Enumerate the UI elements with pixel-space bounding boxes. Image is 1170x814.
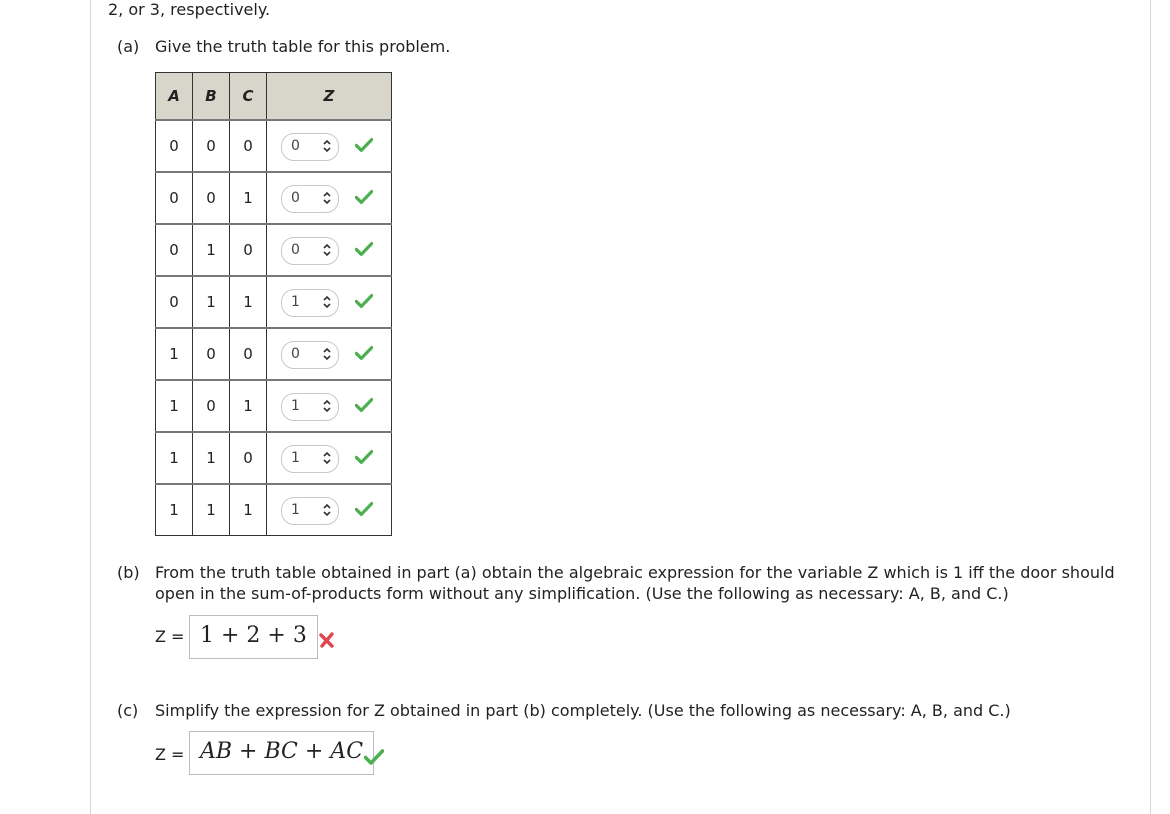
cell-c: 1 [230, 276, 267, 328]
truth-table-header [156, 73, 392, 121]
z-value-select[interactable] [281, 393, 339, 421]
cell-a: 1 [156, 328, 193, 380]
correct-check-icon [355, 397, 373, 413]
cell-a: 0 [156, 224, 193, 276]
truth-table-row [156, 328, 392, 380]
select-arrows-icon [322, 295, 332, 312]
cell-z [267, 484, 392, 536]
truth-table-row [156, 120, 392, 172]
select-arrows-icon [322, 399, 332, 416]
part-c-label: (c) [117, 701, 139, 720]
truth-table-row [156, 432, 392, 484]
z-value: 1 [291, 450, 300, 466]
cell-b: 0 [193, 328, 230, 380]
cell-a: 0 [156, 276, 193, 328]
cell-z [267, 276, 392, 328]
select-arrows-icon [322, 191, 332, 208]
cell-b: 0 [193, 120, 230, 172]
z-value-select[interactable] [281, 185, 339, 213]
incorrect-x-icon [319, 632, 335, 648]
part-c-equation-label: Z = [155, 745, 185, 764]
correct-check-icon [355, 345, 373, 361]
correct-check-icon [355, 449, 373, 465]
truth-table-row [156, 380, 392, 432]
part-b-text-line2: open in the sum-of-products form without any simplification. (Use the following as necessary: A, B, and C.) [155, 584, 1009, 603]
cell-z [267, 328, 392, 380]
correct-check-icon [355, 137, 373, 153]
cell-z [267, 224, 392, 276]
part-c-text: Simplify the expression for Z obtained in part (b) completely. (Use the following as necessary: A, B, and C.) [155, 701, 1011, 720]
part-a-text: Give the truth table for this problem. [155, 37, 451, 56]
cell-b: 0 [193, 172, 230, 224]
cell-b: 1 [193, 276, 230, 328]
cell-z [267, 120, 392, 172]
part-a-label: (a) [117, 37, 140, 56]
z-value-select[interactable] [281, 133, 339, 161]
z-value: 0 [291, 138, 300, 154]
z-value-select[interactable] [281, 497, 339, 525]
truth-table-row [156, 224, 392, 276]
content-border-right [1150, 0, 1151, 814]
cell-a: 0 [156, 172, 193, 224]
content-border-left [90, 0, 91, 814]
cell-c: 0 [230, 432, 267, 484]
part-c-answer-input[interactable]: AB + BC + AC [189, 731, 374, 775]
truth-table-row [156, 172, 392, 224]
cell-a: 0 [156, 120, 193, 172]
truth-table [155, 72, 392, 536]
select-arrows-icon [322, 451, 332, 468]
header-c: C [230, 73, 267, 121]
truth-table-row [156, 484, 392, 536]
correct-check-icon [355, 189, 373, 205]
cell-c: 1 [230, 172, 267, 224]
header-a: A [156, 73, 193, 121]
z-value: 1 [291, 398, 300, 414]
cell-z [267, 380, 392, 432]
cell-b: 1 [193, 484, 230, 536]
cell-c: 1 [230, 484, 267, 536]
z-value: 0 [291, 346, 300, 362]
cell-c: 0 [230, 224, 267, 276]
cell-z [267, 172, 392, 224]
correct-check-icon [355, 501, 373, 517]
z-value: 0 [291, 190, 300, 206]
z-value: 0 [291, 242, 300, 258]
correct-check-icon [355, 293, 373, 309]
cell-b: 0 [193, 380, 230, 432]
cell-b: 1 [193, 224, 230, 276]
cell-c: 0 [230, 328, 267, 380]
select-arrows-icon [322, 347, 332, 364]
truth-table-row [156, 276, 392, 328]
z-value-select[interactable] [281, 289, 339, 317]
z-value-select[interactable] [281, 341, 339, 369]
z-value-select[interactable] [281, 445, 339, 473]
cell-c: 1 [230, 380, 267, 432]
header-b: B [193, 73, 230, 121]
z-value-select[interactable] [281, 237, 339, 265]
cell-c: 0 [230, 120, 267, 172]
part-b-label: (b) [117, 563, 140, 582]
correct-check-icon [355, 241, 373, 257]
cell-a: 1 [156, 380, 193, 432]
part-b-text [155, 562, 1115, 604]
z-value: 1 [291, 294, 300, 310]
select-arrows-icon [322, 503, 332, 520]
part-b-answer-input[interactable]: 1 + 2 + 3 [189, 615, 318, 659]
z-value: 1 [291, 502, 300, 518]
select-arrows-icon [322, 139, 332, 156]
correct-check-icon [364, 749, 384, 765]
header-z: Z [267, 73, 392, 121]
cell-a: 1 [156, 432, 193, 484]
part-b-text-line1: From the truth table obtained in part (a) obtain the algebraic expression for the variable Z which is 1 iff the door should [155, 563, 1115, 582]
cell-b: 1 [193, 432, 230, 484]
cell-a: 1 [156, 484, 193, 536]
part-b-equation-label: Z = [155, 627, 185, 646]
cell-z [267, 432, 392, 484]
intro-text: 2, or 3, respectively. [108, 0, 271, 19]
select-arrows-icon [322, 243, 332, 260]
